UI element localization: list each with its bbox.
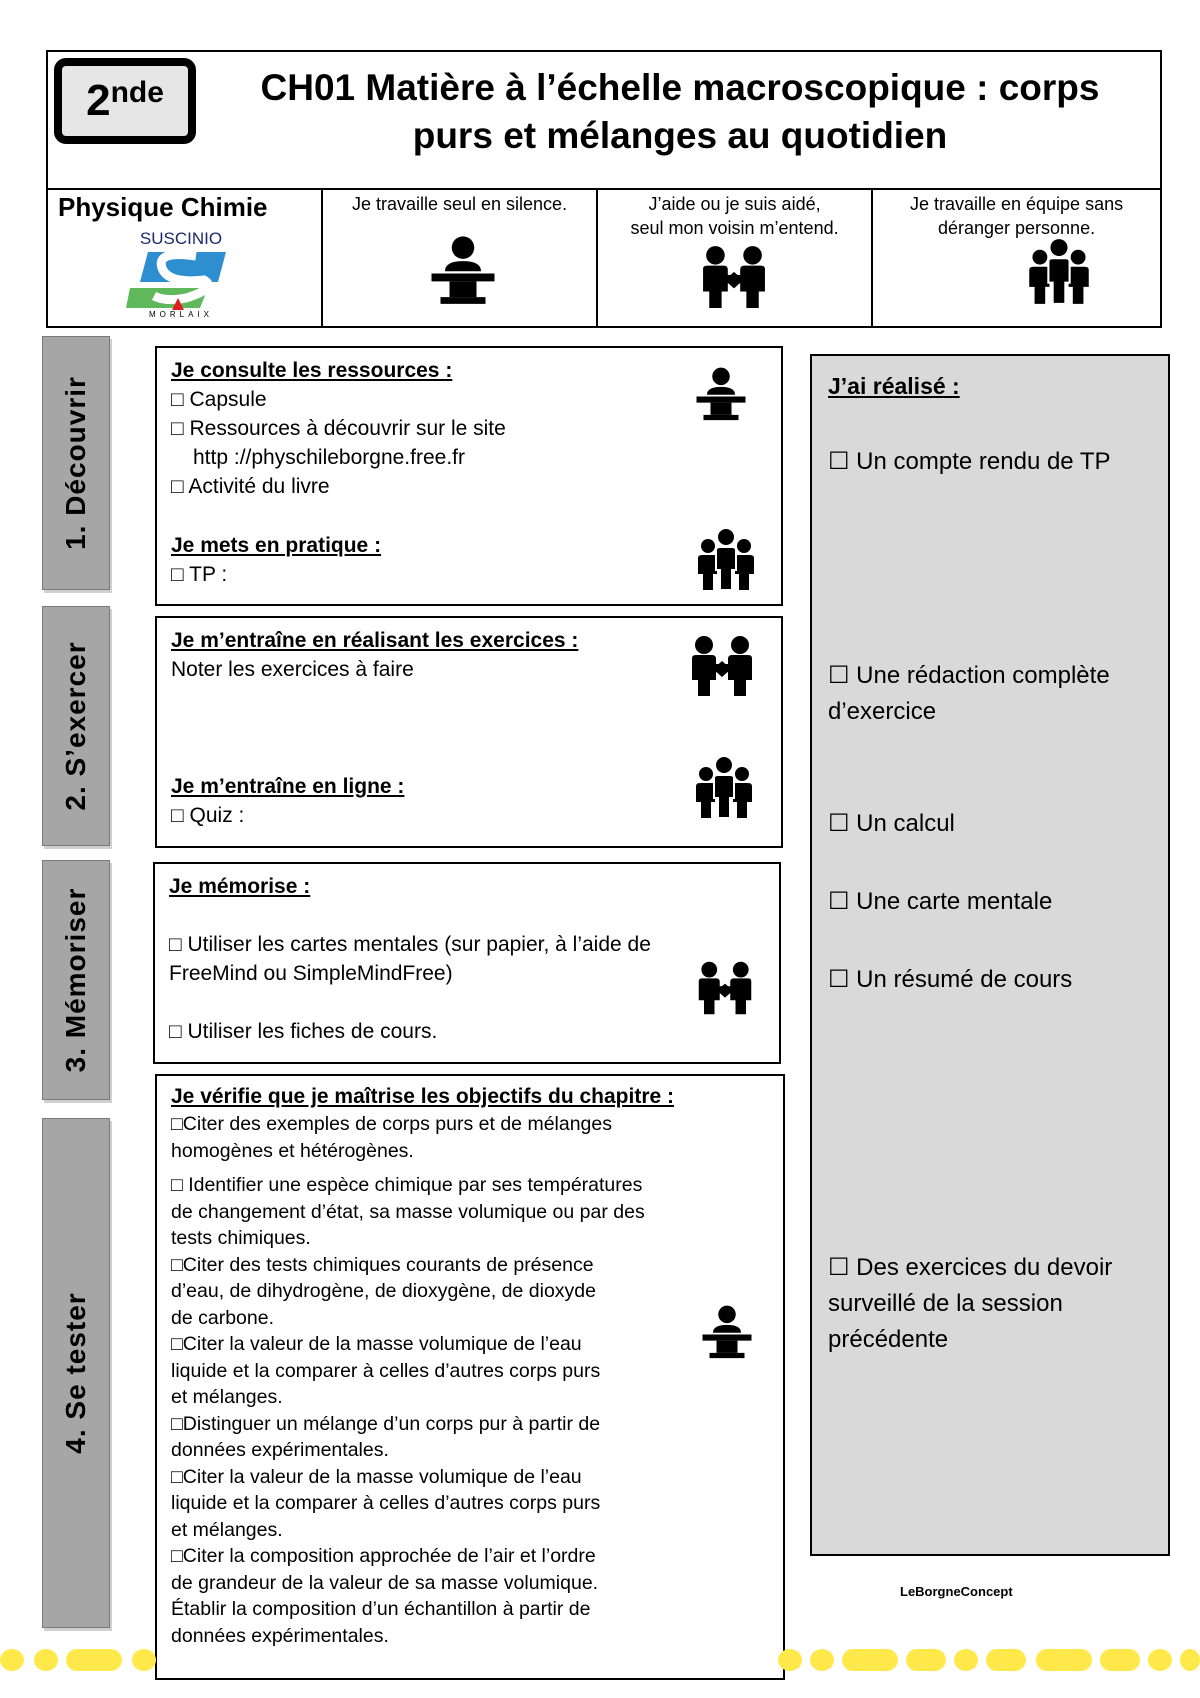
test-box: [155, 1074, 785, 1680]
memorize-item-sheets: □ Utiliser les fiches de cours.: [169, 1020, 438, 1043]
mode-team-cell: [873, 188, 1160, 326]
mode-team-line-2: déranger personne.: [937, 218, 1096, 238]
objective-1: [171, 1111, 769, 1164]
mode-solo-text: Je travaille seul en silence.: [351, 194, 568, 214]
objective-3-line-2: d’eau, de dihydrogène, de dioxygène, de dioxyde: [171, 1280, 596, 1302]
two-people-exchange-icon: [698, 244, 770, 310]
two-people-exchange-icon: [687, 634, 757, 698]
grade-suffix: nde: [110, 76, 164, 109]
title-line-1: CH01 Matière à l’échelle macroscopique : corps: [260, 67, 1100, 108]
objective-5-line-1: □Distinguer un mélange d’un corps pur à partir de: [171, 1412, 601, 1435]
school-city-text: MORLAIX: [148, 310, 214, 318]
exercise-quiz: □ Quiz :: [171, 804, 245, 827]
objective-2: [171, 1172, 769, 1252]
exercise-note: Noter les exercices à faire: [171, 658, 414, 681]
mode-pair-text: [598, 188, 871, 240]
title-line-2: purs et mélanges au quotidien: [412, 115, 948, 156]
discover-item-url: http ://physchileborgne.free.fr: [193, 446, 465, 469]
discover-item-site: □ Ressources à découvrir sur le site: [171, 417, 506, 440]
grade-number: 2: [86, 76, 111, 125]
discover-heading-practice: Je mets en pratique :: [171, 534, 382, 557]
objective-6-line-2: liquide et la comparer à celles d’autres corps purs: [171, 1492, 601, 1514]
mode-team-line-1: Je travaille en équipe sans: [909, 194, 1124, 214]
tab-memorize-label: 3. Mémoriser: [60, 887, 91, 1073]
tab-discover: [42, 336, 110, 590]
mode-pair-line-1: J’aide ou je suis aidé,: [648, 194, 821, 214]
grade-badge: [54, 58, 196, 144]
discover-item-tp: □ TP :: [171, 563, 228, 586]
objective-2-line-1: □ Identifier une espèce chimique par ses températures: [171, 1174, 643, 1196]
objective-7-line-2: de grandeur de la valeur de sa masse volumique.: [171, 1571, 599, 1594]
objective-7-line-3: Établir la composition d’un échantillon à partir de: [171, 1598, 591, 1620]
footer-brand: LeBorgneConcept: [900, 1584, 1013, 1599]
objective-3: [171, 1252, 769, 1332]
objective-7-line-1: □Citer la composition approchée de l’air et l’ordre: [171, 1545, 596, 1567]
tab-discover-label: 1. Découvrir: [60, 376, 91, 550]
achieved-item-calc: ☐ Un calcul: [828, 810, 955, 837]
objective-6: [171, 1464, 769, 1544]
person-at-desk-icon: [699, 1298, 755, 1364]
school-logo-text: SUSCINIO: [139, 229, 223, 248]
mode-solo-cell: [323, 188, 598, 326]
group-people-icon: [693, 528, 759, 592]
person-at-desk-icon: [427, 226, 499, 312]
objective-1-line-1: □Citer des exemples de corps purs et de mélanges: [171, 1113, 612, 1135]
subject-title: Physique Chimie: [58, 192, 268, 222]
objective-4-line-2: liquide et la comparer à celles d’autres corps purs: [171, 1359, 601, 1382]
objective-4: [171, 1331, 769, 1411]
school-logo-icon: [126, 228, 236, 318]
objective-4-line-1: □Citer la valeur de la masse volumique de l’eau: [171, 1333, 582, 1355]
memorize-heading: Je mémorise :: [169, 875, 311, 898]
exercise-box: [155, 616, 783, 848]
two-people-exchange-icon: [693, 960, 757, 1016]
group-people-icon: [691, 756, 757, 820]
objective-4-line-3: et mélanges.: [171, 1386, 283, 1408]
info-row: [46, 188, 1162, 328]
exercise-heading-online: Je m’entraîne en ligne :: [171, 775, 405, 798]
discover-heading-resources: Je consulte les ressources :: [171, 359, 453, 382]
objective-5: [171, 1411, 769, 1464]
achieved-item-past-exam: ☐ Des exercices du devoir surveillé de la session précédente: [828, 1254, 1113, 1353]
memorize-item-maps-2: FreeMind ou SimpleMindFree): [169, 962, 453, 985]
objective-2-line-3: tests chimiques.: [171, 1227, 311, 1249]
achieved-item-summary: ☐ Un résumé de cours: [828, 966, 1073, 993]
tab-test: [42, 1118, 110, 1628]
test-heading: Je vérifie que je maîtrise les objectifs du chapitre :: [171, 1085, 675, 1108]
objective-3-line-3: de carbone.: [171, 1306, 274, 1329]
tab-exercise-label: 2. S’exercer: [60, 641, 91, 811]
exercise-heading-book: Je m’entraîne en réalisant les exercices :: [171, 629, 579, 652]
memorize-item-maps-1: □ Utiliser les cartes mentales (sur papier, à l’aide de: [169, 933, 651, 956]
subject-cell: [48, 188, 323, 326]
achieved-item-mindmap: ☐ Une carte mentale: [828, 888, 1053, 915]
objective-7-line-4: données expérimentales.: [171, 1624, 389, 1647]
mode-pair-cell: [598, 188, 873, 326]
objective-1-line-2: homogènes et hétérogènes.: [171, 1139, 414, 1162]
objective-7: [171, 1543, 769, 1649]
memorize-box: [153, 862, 781, 1064]
discover-item-capsule: □ Capsule: [171, 388, 267, 411]
tab-memorize: [42, 860, 110, 1100]
achieved-panel: [810, 354, 1170, 1556]
tab-test-label: 4. Se tester: [60, 1292, 91, 1454]
decorative-dash-line: [0, 1648, 1200, 1672]
discover-box: [155, 346, 783, 606]
achieved-item-exercise: ☐ Une rédaction complète d’exercice: [828, 662, 1110, 725]
mode-pair-line-2: seul mon voisin m’entend.: [630, 218, 839, 238]
discover-item-book: □ Activité du livre: [171, 475, 330, 498]
objective-6-line-3: et mélanges.: [171, 1518, 283, 1541]
achieved-heading: J’ai réalisé :: [828, 373, 960, 399]
tab-exercise: [42, 606, 110, 846]
objective-6-line-1: □Citer la valeur de la masse volumique de l’eau: [171, 1465, 582, 1488]
objective-2-line-2: de changement d’état, sa masse volumique ou par des: [171, 1200, 645, 1223]
page-title: [200, 64, 1160, 160]
person-at-desk-icon: [693, 360, 749, 426]
group-people-icon: [1023, 238, 1095, 306]
mode-team-text: [873, 188, 1160, 240]
objective-3-line-1: □Citer des tests chimiques courants de présence: [171, 1253, 594, 1276]
objective-5-line-2: données expérimentales.: [171, 1439, 389, 1461]
achieved-item-tp-report: ☐ Un compte rendu de TP: [828, 448, 1111, 475]
